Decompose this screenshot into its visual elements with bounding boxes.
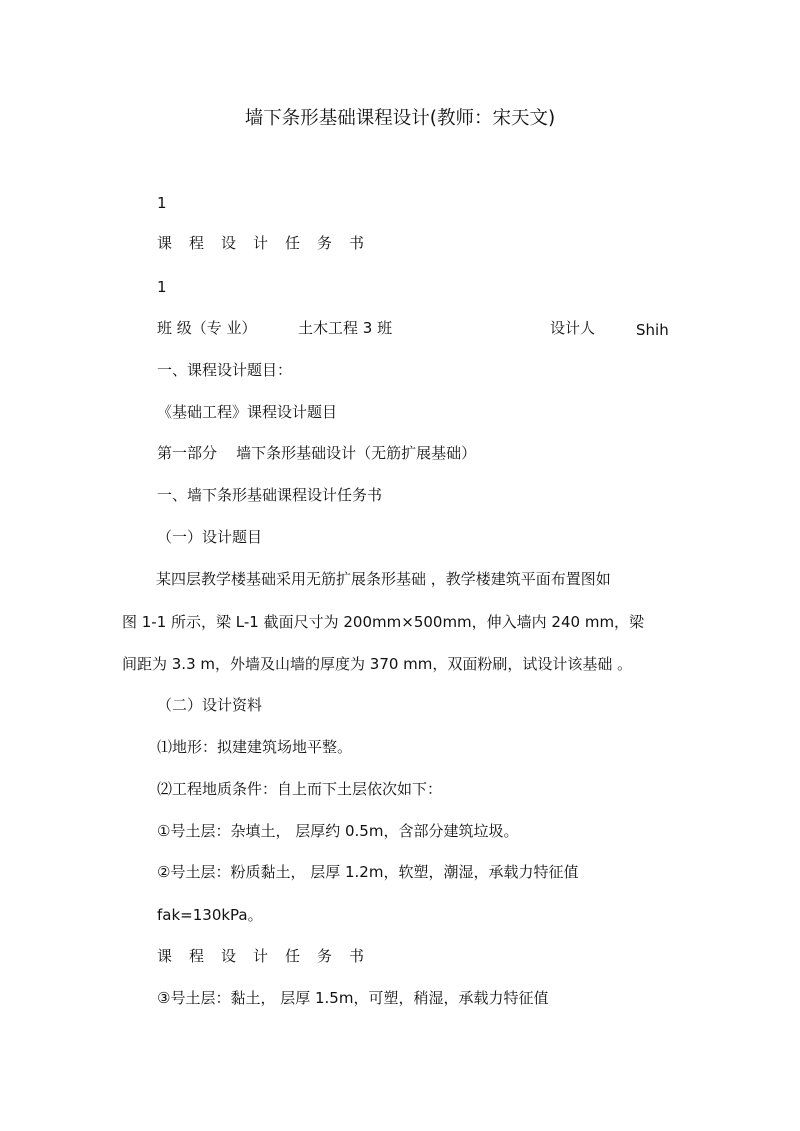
page-number: 1 [157,194,167,212]
task-book-heading: 课程设计任务书 [157,947,382,965]
paragraph-line: 间距为 3.3 m，外墙及山墙的厚度为 370 mm，双面粉刷，试设计该基础 。 [122,655,633,673]
soil-layer-item: ①号土层：杂填土， 层厚约 0.5m，含部分建筑垃圾。 [157,822,519,840]
list-item: ⑵工程地质条件：自上而下土层依次如下： [157,780,443,798]
task-book-heading: 课程设计任务书 [157,234,382,252]
subsection-heading: （二）设计资料 [157,696,263,714]
designer-value: Shih [636,321,669,339]
designer-label: 设计人 [550,319,596,337]
class-row [157,318,677,338]
page-number: 1 [157,278,167,296]
class-value: 土木工程 3 班 [298,319,393,337]
paragraph-line: 图 1-1 所示，梁 L-1 截面尺寸为 200mm×500mm，伸入墙内 240 mm，梁 [122,613,645,631]
soil-layer-item: ③号土层：黏土， 层厚 1.5m，可塑，稍湿，承载力特征值 [157,989,549,1007]
task-book-section-heading: 一、墙下条形基础课程设计任务书 [157,486,383,504]
section-heading: 一、课程设计题目： [157,361,293,379]
soil-layer-item: ②号土层：粉质黏土， 层厚 1.2m，软塑，潮湿，承载力特征值 [157,863,579,881]
list-item: ⑴地形：拟建建筑场地平整。 [157,738,353,756]
class-label: 班 级（专 业） [157,319,257,337]
part-heading: 第一部分 墙下条形基础设计（无筋扩展基础） [157,444,477,462]
paragraph-line: 某四层教学楼基础采用无筋扩展条形基础 ，教学楼建筑平面布置图如 [156,570,611,588]
soil-layer-continuation: fak=130kPa。 [157,906,263,924]
subsection-heading: （一）设计题目 [157,528,263,546]
document-title: 墙下条形基础课程设计(教师：宋天文) [244,108,556,129]
course-title: 《基础工程》课程设计题目 [157,403,338,421]
